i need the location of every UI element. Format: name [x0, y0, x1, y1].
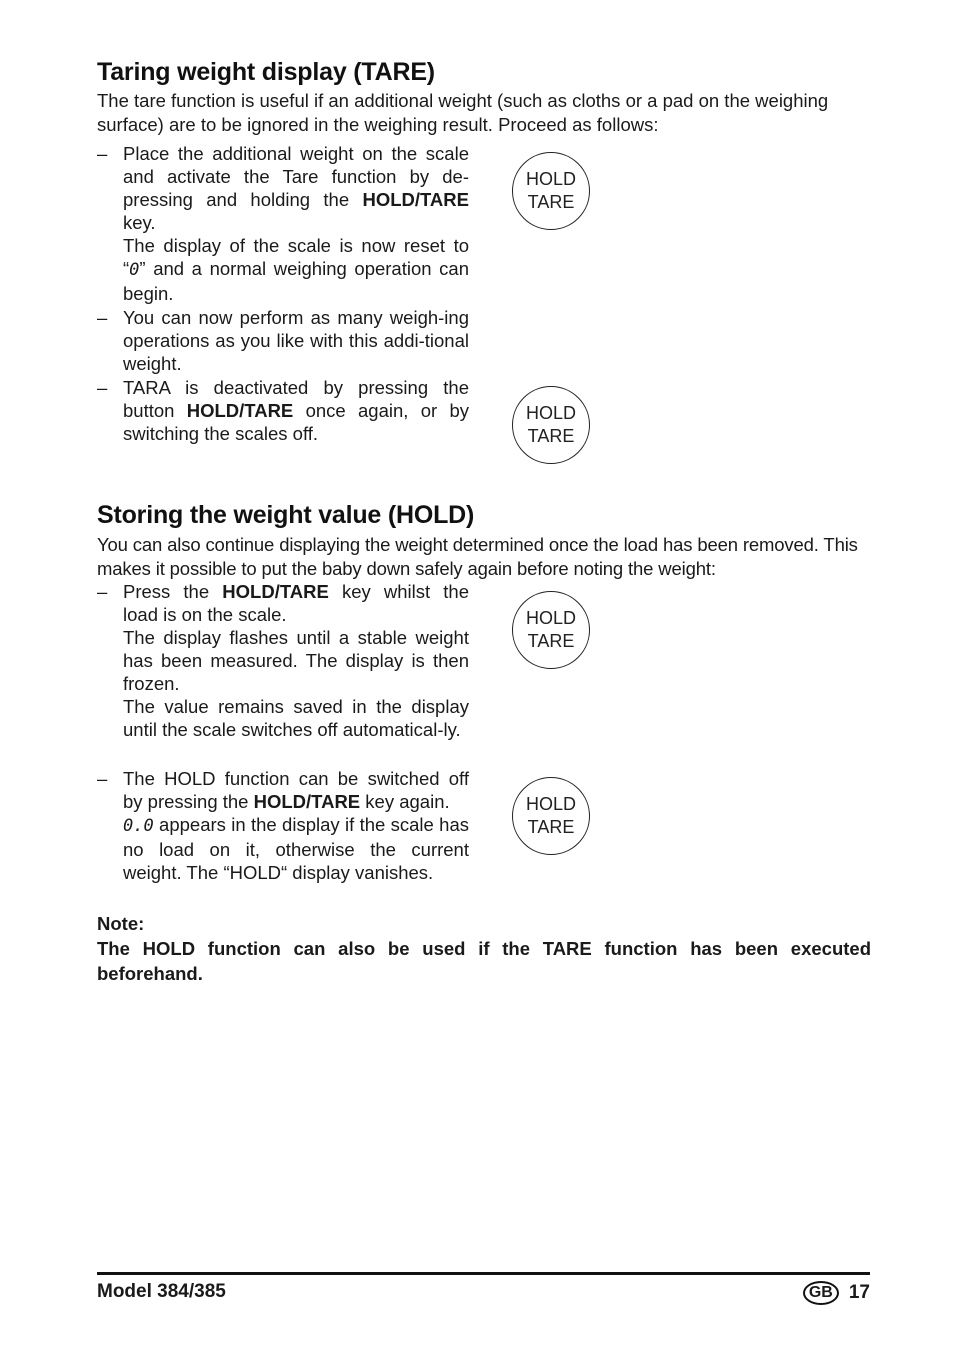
page-number: 17 [848, 1282, 870, 1303]
hold-tare-button-icon: HOLD TARE [512, 591, 590, 669]
list-dash: – [97, 307, 108, 328]
display-zero-zero: 0.0 [123, 816, 154, 836]
hold-tare-button-icon: HOLD TARE [512, 152, 590, 230]
tare-list-item-2: – You can now perform as many weigh-ing operations as you like with this addi-tional weight. [97, 307, 469, 374]
hold-tare-button-icon: HOLD TARE [512, 386, 590, 464]
hold-tare-button-icon: HOLD TARE [512, 777, 590, 855]
hold-intro: You can also continue displaying the weight determined once the load has been removed. This makes it possible to put the baby down safely again before noting the weight: [97, 534, 858, 579]
list-dash: – [97, 581, 108, 602]
list-dash: – [97, 768, 108, 789]
footer-page-info [803, 1281, 870, 1305]
hold-list-item-2: – The HOLD function can be switched off by pressing the HOLD/TARE key again. 0.0 appears in the display if the scale has no load on it, otherwise the current weight. The “HOLD“ display vanishes. [97, 768, 469, 883]
key-name: HOLD/TARE [362, 189, 469, 210]
country-badge: GB [803, 1281, 839, 1305]
key-name: HOLD/TARE [222, 581, 329, 602]
note [97, 911, 871, 986]
footer-model: Model 384/385 [97, 1281, 226, 1302]
tare-list-item-1: – Place the additional weight on the scale and activate the Tare function by de-pressing and holding the HOLD/TARE key. The display of the scale is now reset to “0” and a normal weighing operation can begin. [97, 143, 469, 304]
hold-list-item-1: – Press the HOLD/TARE key whilst the load is on the scale. The display flashes until a stable weight has been measured. The display is then frozen. The value remains saved in the display until the scale switches off automatical-ly. [97, 581, 469, 740]
tare-list-item-3: – TARA is deactivated by pressing the button HOLD/TARE once again, or by switching the scales off. [97, 377, 469, 444]
note-label: Note: [97, 913, 145, 934]
tare-intro: The tare function is useful if an additional weight (such as cloths or a pad on the weighing surface) are to be ignored in the weighing result. Proceed as follows: [97, 90, 829, 135]
key-name: HOLD/TARE [186, 400, 294, 421]
note-text: The HOLD function can also be used if the TARE function has been executed beforehand. [97, 938, 871, 984]
footer-divider [97, 1272, 870, 1275]
key-name: HOLD/TARE [253, 791, 361, 812]
list-dash: – [97, 143, 108, 164]
list-dash: – [97, 377, 108, 398]
section-title-tare: Taring weight display (TARE) [97, 58, 435, 86]
section-title-hold: Storing the weight value (HOLD) [97, 501, 475, 529]
display-zero: 0 [129, 260, 140, 280]
